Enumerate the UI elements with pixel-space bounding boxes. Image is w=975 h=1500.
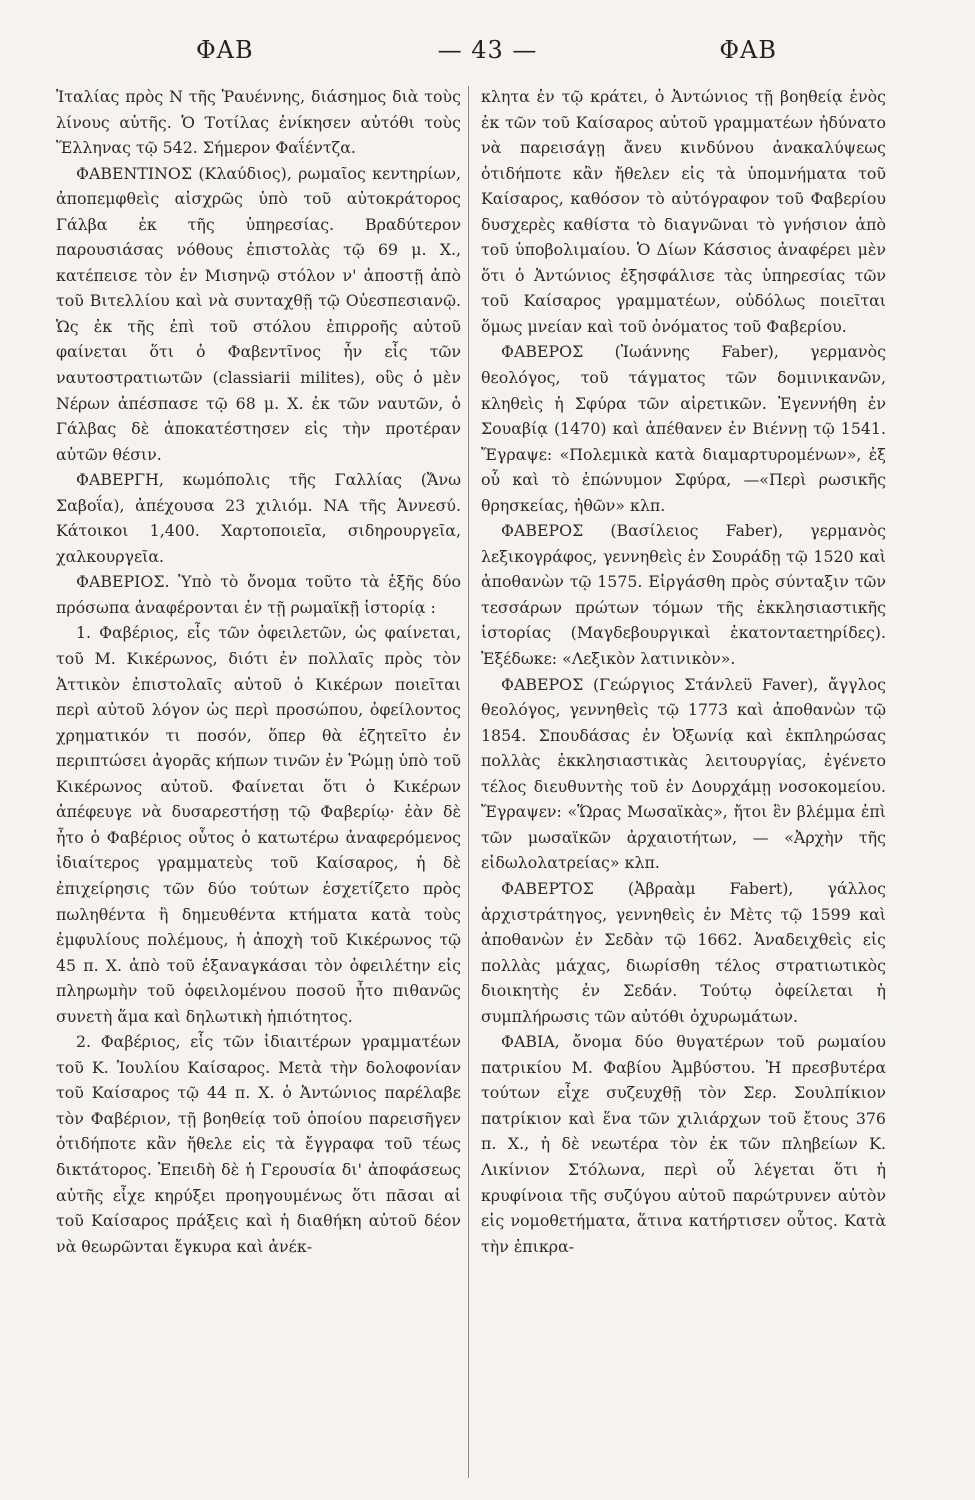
entry-favia: ΦΑΒΙΑ, ὄνομα δύο θυγατέρων τοῦ ρωμαίου πατρικίου Μ. Φαβίου Ἀμβύστου. Ἡ πρεσβυτέρα τούτων εἶχε συζευχθῇ τὸν Σερ. Σουλπίκιον πατρίκιον καὶ ἕνα τῶν χιλιάρχων τοῦ ἔτους 376 π. Χ., ἡ δὲ νεωτέρα τὸν ἐκ τῶν πληβείων Κ. Λικίνιον Στόλωνα, περὶ οὗ λέγεται ὅτι ἡ κρυφίνοια τῆς συζύγου αὐτοῦ παρώτρυνεν αὐτὸν εἰς νομοθετήματα, ἅτινα κατήρτισεν οὗτος. Κατὰ τὴν ἐπικρα- <box>481 1032 886 1256</box>
header-right-guideword: ΦΑΒ <box>719 36 777 64</box>
entry-faver-georgios: ΦΑΒΕΡΟΣ (Γεώργιος Στάνλεϋ Faver), ἄγγλος θεολόγος, γεννηθεὶς τῷ 1773 καὶ ἀποθανὼν τῷ 1854. Σπουδάσας ἐν Ὀξωνίᾳ καὶ ἐκπληρώσας πολλὰς ἐκκλησιαστικὰς λειτουργίας, ἐγένετο τέλος διευθυντὴς τοῦ ἐν Δουρχάμῃ νοσοκομείου. Ἔγραψεν: «Ὥρας Μωσαϊκὰς», ἤτοι ἓν βλέμμα ἐπὶ τῶν μωσαϊκῶν ἀρχαιοτήτων, — «Ἀρχὴν τῆς εἰδωλολατρείας» κλπ. <box>481 674 886 873</box>
page-number: — 43 — <box>437 36 538 64</box>
entry-fabert: ΦΑΒΕΡΤΟΣ (Ἀβραὰμ Fabert), γάλλος ἀρχιστράτηγος, γεννηθεὶς ἐν Μὲτς τῷ 1599 καὶ ἀποθανὼν ἐν Σεδὰν τῷ 1662. Ἀναδειχθεὶς εἰς πολλὰς μάχας, διωρίσθη τέλος στρατιωτικὸς διοικητὴς ἐν Σεδάν. Τούτῳ ὀφείλεται ἡ συμπλήρωσις τῶν αὐτόθι ὀχυρωμάτων. <box>481 878 886 1026</box>
entry-favetinos: ΦΑΒΕΝΤΙΝΟΣ (Κλαύδιος), ρωμαῖος κεντηρίων, ἀποπεμφθεὶς αἰσχρῶς ὑπὸ τοῦ αὐτοκράτορος Γάλβα ἐκ τῆς ὑπηρεσίας. Βραδύτερον παρουσιάσας νόθους ἐπιστολὰς τῷ 69 μ. Χ., κατέπεισε τὸν ἐν Μισηνῷ στόλον ν' ἀποστῇ ἀπὸ τοῦ Βιτελλίου καὶ νὰ συνταχθῇ τῷ Οὐεσπεσιανῷ. Ὡς ἐκ τῆς ἐπὶ τοῦ στόλου ἐπιρροῆς αὐτοῦ φαίνεται ὅτι ὁ Φαβεντῖνος ἦν εἷς τῶν ναυτοστρατιωτῶν (classiarii milites), οὓς ὁ μὲν Νέρων ἀπέσπασε τῷ 68 μ. Χ. ἐκ τῶν ναυτῶν, ὁ Γάλβας δὲ ἀποκατέστησεν εἰς τὴν προτέραν αὐτῶν θέσιν. <box>56 163 461 464</box>
entry-faber-ioannis: ΦΑΒΕΡΟΣ (Ἰωάννης Faber), γερμανὸς θεολόγος, τοῦ τάγματος τῶν δομινικανῶν, κληθεὶς ἡ Σφύρα τῶν αἱρετικῶν. Ἐγεννήθη ἐν Σουαβίᾳ (1470) καὶ ἀπέθανεν ἐν Βιέννῃ τῷ 1541. Ἔγραψε: «Πολεμικὰ κατὰ διαμαρτυρομένων», ἐξ οὗ καὶ τὸ ἐπώνυμον Σφύρα, —«Περὶ ρωσικῆς θρησκείας, ἠθῶν» κλπ. <box>481 342 886 515</box>
column-divider <box>468 86 469 1478</box>
running-header <box>58 36 917 76</box>
entry-faverge: ΦΑΒΕΡΓΗ, κωμόπολις τῆς Γαλλίας (Ἄνω Σαβοΐα), ἀπέχουσα 23 χιλιόμ. ΝΑ τῆς Ἀννεσύ. Κάτοικοι 1,400. Χαρτοποιεῖα, σιδηρουργεῖα, χαλκουργεῖα. <box>56 470 461 566</box>
entry-faverios-2-continuation: κλητα ἐν τῷ κράτει, ὁ Ἀντώνιος τῇ βοηθείᾳ ἑνὸς ἐκ τῶν τοῦ Καίσαρος αὐτοῦ γραμματέων ἠδύνατο νὰ παρεισάγῃ ἄνευ κινδύνου ἀνακαλύψεως ὁτιδήποτε κἂν ἤθελεν εἰς τὰ ὑπομνήματα τοῦ Καίσαρος, καθόσον τὸ αὐτόγραφον τοῦ Φαβερίου δυσχερὲς καθίστα τὸ διαγνῶναι τὸ γνήσιον ἀπὸ τοῦ ὑποβολιμαίου. Ὁ Δίων Κάσσιος ἀναφέρει μὲν ὅτι ὁ Ἀντώνιος ἐξησφάλισε τὰς ὑπηρεσίας τῶν τοῦ Καίσαρος γραμματέων, οὐδόλως ποιεῖται ὅμως μνείαν καὶ τοῦ ὀνόματος τοῦ Φαβερίου. <box>481 87 886 336</box>
header-left-guideword: ΦΑΒ <box>196 36 254 64</box>
entry-faverios-1: 1. Φαβέριος, εἷς τῶν ὀφειλετῶν, ὡς φαίνεται, τοῦ Μ. Κικέρωνος, διότι ἐν πολλαῖς πρὸς τὸν Ἀττικὸν ἐπιστολαῖς αὐτοῦ ὁ Κικέρων ποιεῖται περὶ αὐτοῦ λόγον ὡς περὶ προσώπου, ὀφείλοντος χρηματικόν τι ποσόν, ὅπερ θὰ ἐζητεῖτο ἐν περιπτώσει ἀγορᾶς κήπων τινῶν ἐν Ῥώμῃ ὑπὸ τοῦ Κικέρωνος αὐτοῦ. Φαίνεται ὅτι ὁ Κικέρων ἀπέφευγε νὰ δυσαρεστήσῃ τῷ Φαβερίῳ· ἐὰν δὲ ἦτο ὁ Φαβέριος οὗτος ὁ κατωτέρω ἀναφερόμενος ἰδιαίτερος γραμματεὺς τοῦ Καίσαρος, ἡ δὲ ἐπιχείρησις τῶν δύο τούτων ἐσχετίζετο πρὸς πωληθέντα ἢ δημευθέντα κτήματα κατὰ τοὺς ἐμφυλίους πολέμους, ἡ ἀποχὴ τοῦ Κικέρωνος τῷ 45 π. Χ. ἀπὸ τοῦ ἐξαναγκάσαι τὸν ὀφειλέτην εἰς πληρωμὴν τοῦ ὀφειλομένου ποσοῦ ἦτο πιθανῶς συνετὴ ἅμα καὶ δηλωτικὴ ἠπιότητος. <box>56 623 461 1026</box>
entry-faber-vasileios: ΦΑΒΕΡΟΣ (Βασίλειος Faber), γερμανὸς λεξικογράφος, γεννηθεὶς ἐν Σουράδῃ τῷ 1520 καὶ ἀποθανὼν τῷ 1575. Εἰργάσθη πρὸς σύνταξιν τῶν τεσσάρων πρώτων τόμων τῆς ἐκκλησιαστικῆς ἱστορίας (Μαγδεβουργικαὶ ἑκατονταετηρίδες). Ἐξέδωκε: «Λεξικὸν λατινικὸν». <box>481 521 886 669</box>
entry-continuation: Ἰταλίας πρὸς Ν τῆς Ῥαυέννης, διάσημος διὰ τοὺς λίνους αὐτῆς. Ὁ Τοτίλας ἐνίκησεν αὐτόθι τοὺς Ἕλληνας τῷ 542. Σήμερον Φαΐέντζα. <box>56 87 461 158</box>
entry-faverios-2: 2. Φαβέριος, εἷς τῶν ἰδιαιτέρων γραμματέων τοῦ Κ. Ἰουλίου Καίσαρος. Μετὰ τὴν δολοφονίαν τοῦ Καίσαρος τῷ 44 π. Χ. ὁ Ἀντώνιος παρέλαβε τὸν Φαβέριον, τῇ βοηθείᾳ τοῦ ὁποίου παρεισῆγεν ὁτιδήποτε κἂν ἤθελε εἰς τὰ ἔγγραφα τοῦ τέως δικτάτορος. Ἐπειδὴ δὲ ἡ Γερουσία δι' ἀποφάσεως αὐτῆς εἶχε κηρύξει προηγουμένως ὅτι πᾶσαι αἱ τοῦ Καίσαρος πράξεις καὶ ἡ διαθήκη αὐτοῦ δέον νὰ θεωρῶνται ἔγκυρα καὶ ἀνέκ- <box>56 1032 461 1256</box>
entry-faverios: ΦΑΒΕΡΙΟΣ. Ὑπὸ τὸ ὄνομα τοῦτο τὰ ἑξῆς δύο πρόσωπα ἀναφέρονται ἐν τῇ ρωμαϊκῇ ἱστορίᾳ : <box>56 572 461 617</box>
left-column <box>56 84 461 1474</box>
right-column <box>481 84 886 1474</box>
